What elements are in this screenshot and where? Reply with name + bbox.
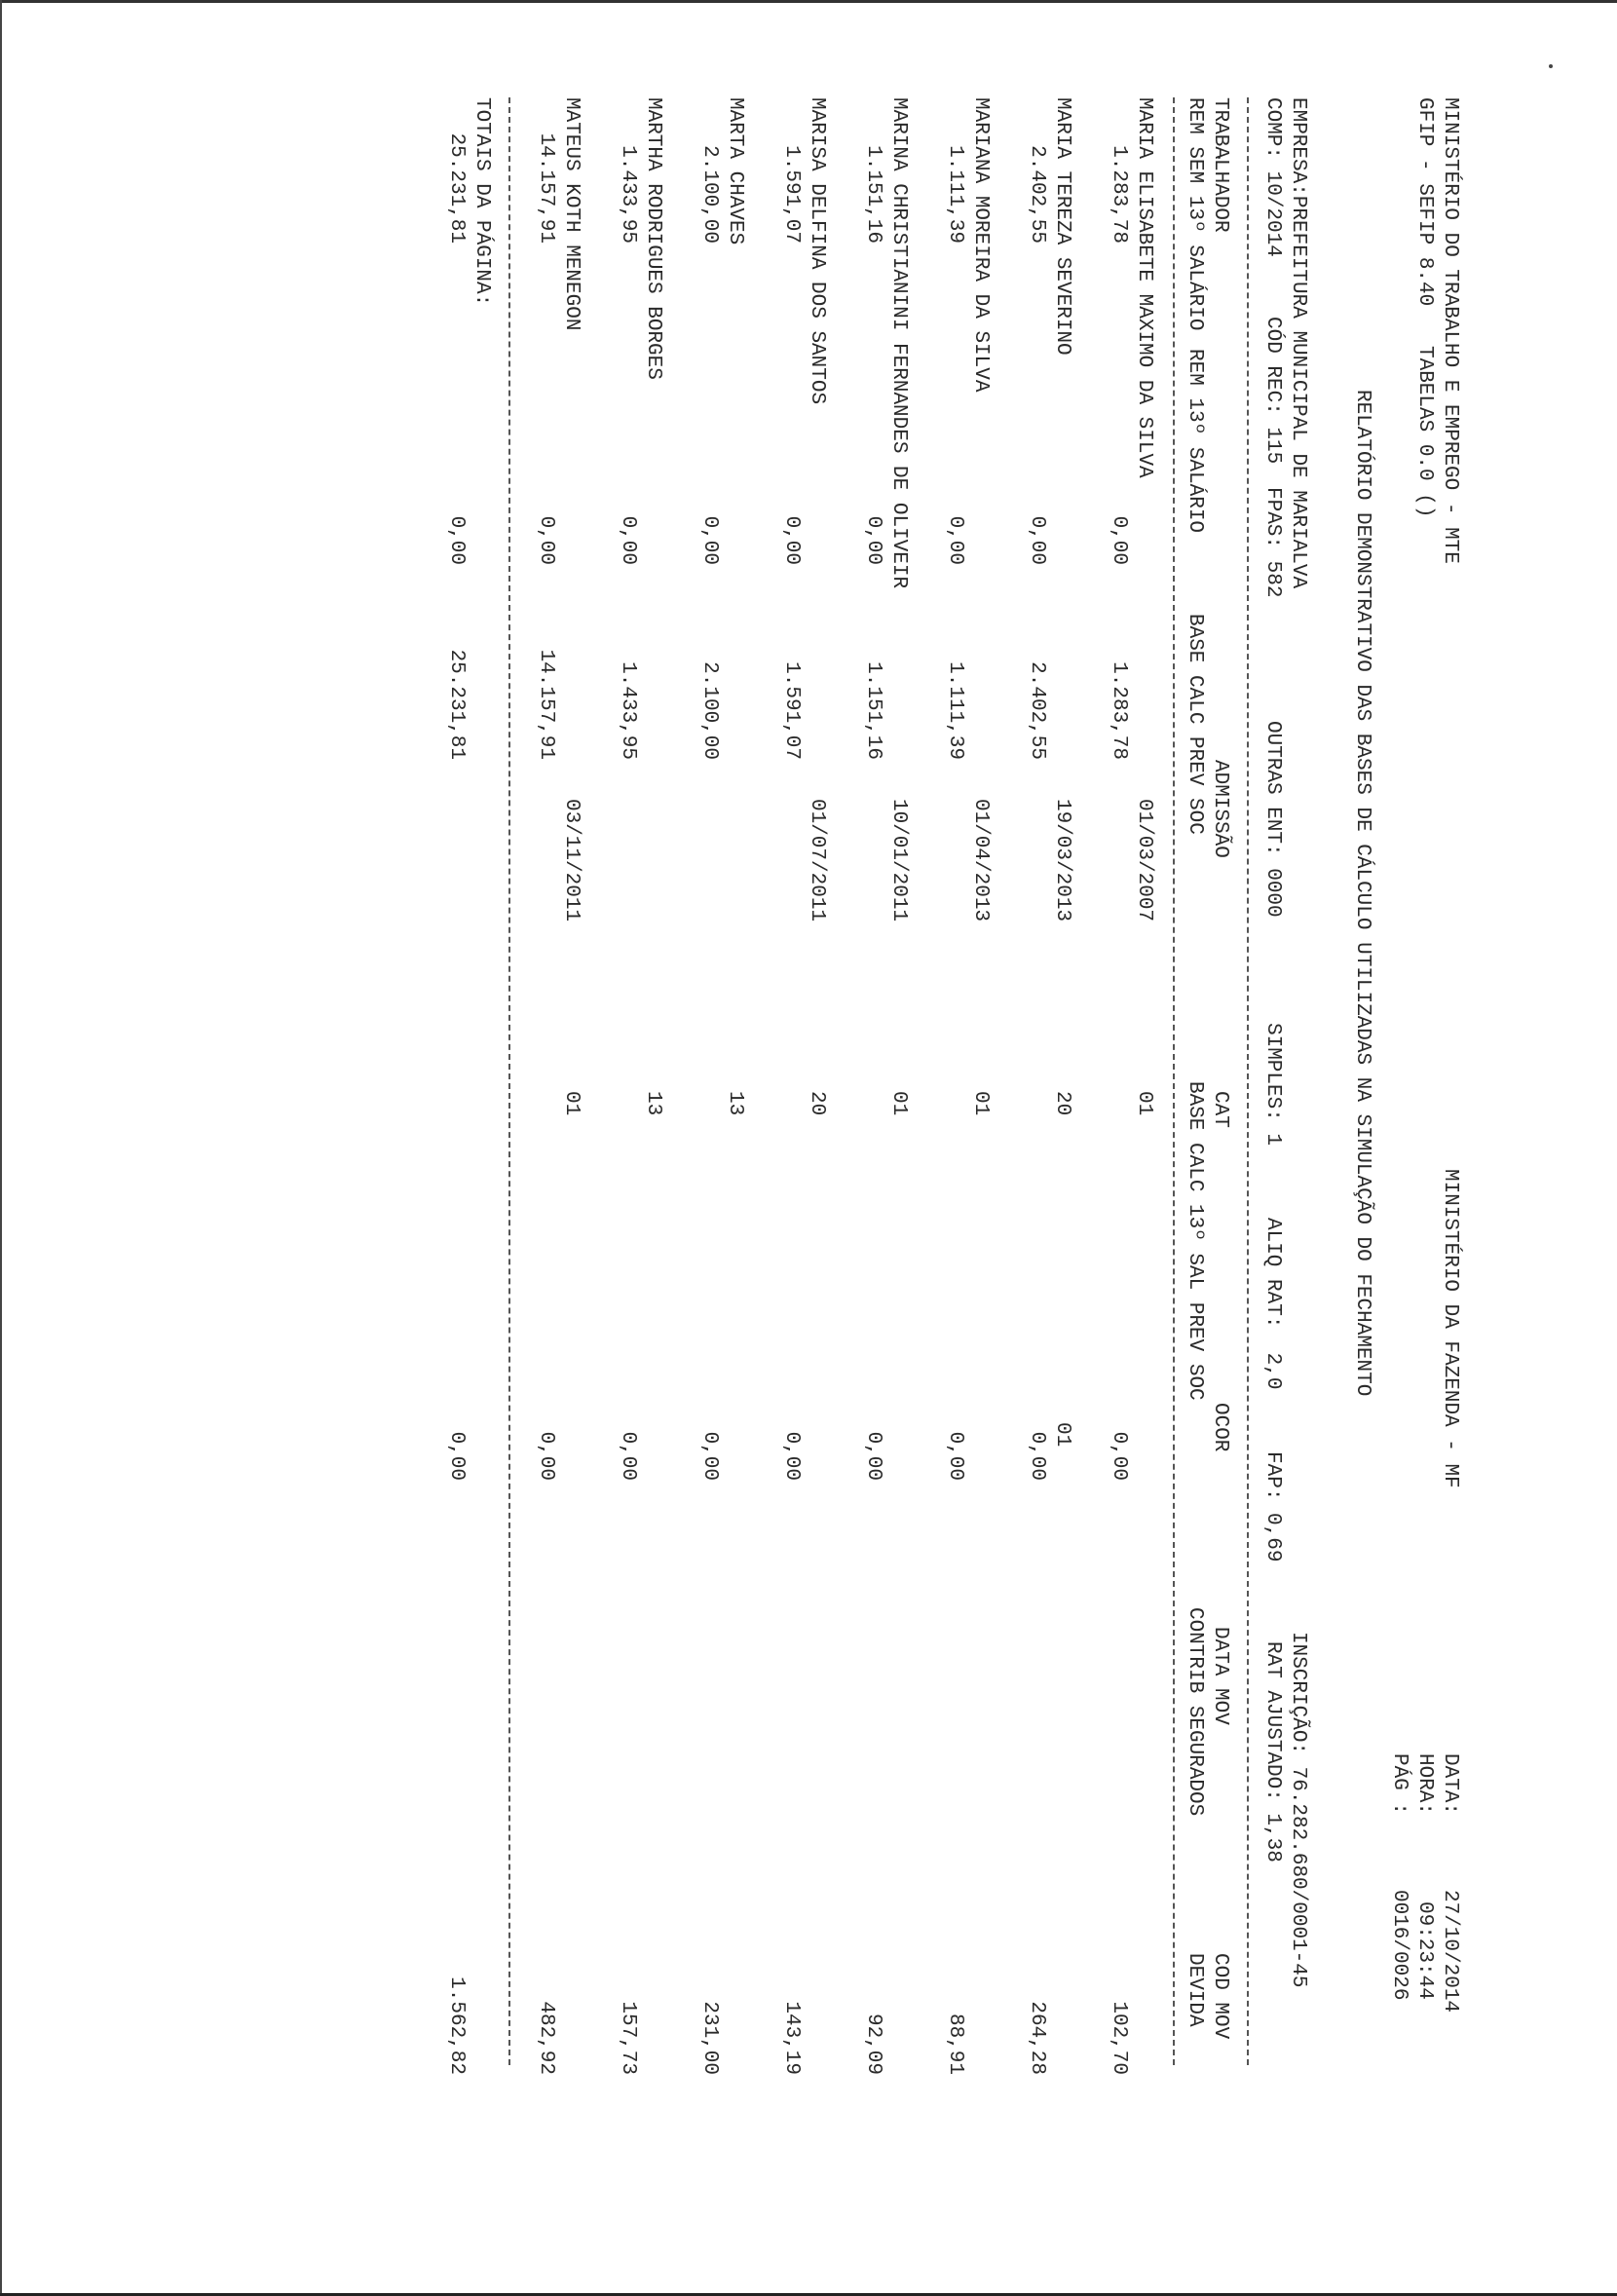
- worker-name: MARIA TEREZA SEVERINO: [1051, 97, 1073, 356]
- header-time-label: HORA:: [1413, 1753, 1436, 1816]
- totals-base-prev: 25.231,81: [445, 649, 468, 760]
- worker-cat: 20: [806, 1091, 828, 1116]
- worker-name: MARTA CHAVES: [724, 97, 746, 245]
- worker-rem-sem-13: 1.433,95: [617, 145, 639, 244]
- report-title: RELATÓRIO DEMONSTRATIVO DAS BASES DE CÁLCULO UTILIZADAS NA SIMULAÇÃO DO FECHAMENTO: [1351, 390, 1373, 1397]
- worker-name: MARIA ELISABETE MAXIMO DA SILVA: [1133, 97, 1155, 478]
- divider-line: [508, 97, 510, 2065]
- col-rem-sem-13: REM SEM 13º SALÁRIO: [1184, 97, 1206, 331]
- header-tables: TABELAS 0.0 (): [1413, 346, 1436, 518]
- company-aliq-rat: ALIQ RAT: 2,0: [1261, 1218, 1284, 1390]
- divider-line: [1173, 97, 1175, 2065]
- header-date-value: 27/10/2014: [1439, 1890, 1461, 2014]
- worker-base-13: 0,00: [698, 1431, 721, 1481]
- report-sheet: [273, 97, 1481, 2124]
- company-fpas: FPAS: 582: [1261, 487, 1284, 598]
- worker-rem-13: 0,00: [617, 515, 639, 565]
- worker-rem-13: 0,00: [535, 515, 557, 565]
- worker-base-prev: 1.111,39: [944, 661, 966, 760]
- header-date-label: DATA:: [1439, 1753, 1461, 1816]
- header-page-label: PÁG :: [1388, 1753, 1410, 1816]
- worker-cat: 01: [560, 1091, 583, 1116]
- worker-admissao: 03/11/2011: [560, 799, 583, 922]
- worker-admissao: 10/01/2011: [887, 799, 910, 922]
- worker-rem-sem-13: 1.151,16: [862, 145, 884, 244]
- worker-rem-13: 0,00: [944, 515, 966, 565]
- worker-contrib: 264,28: [1026, 2001, 1048, 2075]
- worker-rem-sem-13: 2.100,00: [698, 145, 721, 244]
- company-simples: SIMPLES: 1: [1261, 1023, 1284, 1147]
- worker-rem-13: 0,00: [780, 515, 803, 565]
- totals-base-13: 0,00: [445, 1431, 468, 1481]
- worker-name: MARINA CHRISTIANINI FERNANDES DE OLIVEIR: [887, 97, 910, 589]
- header-ministry-labor: MINISTÉRIO DO TRABALHO E EMPREGO - MTE: [1439, 97, 1461, 564]
- worker-rem-sem-13: 1.591,07: [780, 145, 803, 244]
- scan-speck: [1549, 64, 1553, 68]
- col-ocor: OCOR: [1209, 1403, 1231, 1452]
- worker-rem-sem-13: 1.111,39: [944, 145, 966, 244]
- worker-contrib: 157,73: [617, 2001, 639, 2075]
- worker-admissao: 01/07/2011: [806, 799, 828, 922]
- col-admissao: ADMISSÃO: [1209, 760, 1231, 858]
- header-ministry-finance: MINISTÉRIO DA FAZENDA - MF: [1439, 1169, 1461, 1488]
- worker-contrib: 231,00: [698, 2001, 721, 2075]
- worker-base-13: 0,00: [862, 1431, 884, 1481]
- company-comp: COMP: 10/2014: [1261, 97, 1284, 257]
- worker-rem-sem-13: 2.402,55: [1026, 145, 1048, 244]
- worker-cat: 13: [642, 1091, 664, 1116]
- worker-base-13: 0,00: [1108, 1431, 1130, 1481]
- worker-base-prev: 14.157,91: [535, 649, 557, 760]
- totals-label: TOTAIS DA PÁGINA:: [470, 97, 493, 307]
- worker-admissao: 01/03/2007: [1133, 799, 1155, 922]
- col-cat: CAT: [1209, 1091, 1231, 1128]
- worker-cat: 01: [887, 1091, 910, 1116]
- company-fap: FAP: 0,69: [1261, 1451, 1284, 1562]
- company-name: EMPRESA:PREFEITURA MUNICIPAL DE MARIALVA: [1287, 97, 1309, 589]
- company-rat-ajustado: RAT AJUSTADO: 1,38: [1261, 1641, 1284, 1863]
- worker-base-13: 0,00: [1026, 1431, 1048, 1481]
- worker-contrib: 92,09: [862, 2013, 884, 2075]
- totals-rem-sem-13: 25.231,81: [445, 132, 468, 244]
- company-outras-ent: OUTRAS ENT: 0000: [1261, 721, 1284, 918]
- worker-cat: 13: [724, 1091, 746, 1116]
- worker-contrib: 482,92: [535, 2001, 557, 2075]
- company-inscricao: INSCRIÇÃO: 76.282.680/0001-45: [1287, 1632, 1309, 1988]
- worker-base-13: 0,00: [944, 1431, 966, 1481]
- header-time-value: 09:23:44: [1413, 1901, 1436, 2000]
- worker-cat: 20: [1051, 1091, 1073, 1116]
- totals-contrib: 1.562,82: [445, 1976, 468, 2075]
- worker-cat: 01: [969, 1091, 992, 1116]
- worker-base-prev: 2.402,55: [1026, 661, 1048, 760]
- worker-ocor: 01: [1051, 1422, 1073, 1448]
- col-rem-13: REM 13º SALÁRIO: [1184, 349, 1206, 534]
- header-page-value: 0016/0026: [1388, 1890, 1410, 2001]
- worker-base-13: 0,00: [535, 1431, 557, 1481]
- worker-admissao: 19/03/2013: [1051, 799, 1073, 922]
- worker-rem-sem-13: 1.283,78: [1108, 145, 1130, 244]
- worker-rem-13: 0,00: [1108, 515, 1130, 565]
- worker-name: MARIANA MOREIRA DA SILVA: [969, 97, 992, 393]
- worker-name: MARTHA RODRIGUES BORGES: [642, 97, 664, 380]
- col-data-mov: DATA MOV: [1209, 1627, 1231, 1725]
- worker-contrib: 88,91: [944, 2013, 966, 2075]
- col-cod-mov: COD MOV: [1209, 1953, 1231, 2040]
- col-base-calc-13: BASE CALC 13º SAL PREV SOC: [1184, 1081, 1206, 1401]
- worker-base-13: 0,00: [780, 1431, 803, 1481]
- scan-border-left: [0, 0, 2, 2296]
- company-cod-rec: CÓD REC: 115: [1261, 317, 1284, 465]
- totals-rem-13: 0,00: [445, 515, 468, 565]
- worker-rem-13: 0,00: [862, 515, 884, 565]
- worker-base-prev: 1.591,07: [780, 661, 803, 760]
- worker-base-prev: 1.433,95: [617, 661, 639, 760]
- header-system: GFIP - SEFIP 8.40: [1413, 97, 1436, 307]
- col-devida: DEVIDA: [1184, 1953, 1206, 2027]
- worker-name: MARISA DELFINA DOS SANTOS: [806, 97, 828, 405]
- col-trabalhador: TRABALHADOR: [1209, 97, 1231, 233]
- worker-rem-13: 0,00: [698, 515, 721, 565]
- worker-base-prev: 1.151,16: [862, 661, 884, 760]
- worker-rem-sem-13: 14.157,91: [535, 132, 557, 244]
- worker-contrib: 143,19: [780, 2001, 803, 2075]
- worker-base-prev: 1.283,78: [1108, 661, 1130, 760]
- divider-line: [1247, 97, 1249, 2065]
- scan-border-top: [0, 0, 1617, 3]
- worker-base-prev: 2.100,00: [698, 661, 721, 760]
- worker-rem-13: 0,00: [1026, 515, 1048, 565]
- col-base-calc-prev: BASE CALC PREV SOC: [1184, 614, 1206, 835]
- worker-cat: 01: [1133, 1091, 1155, 1116]
- worker-admissao: 01/04/2013: [969, 799, 992, 922]
- worker-name: MATEUS KOTH MENEGON: [560, 97, 583, 331]
- worker-base-13: 0,00: [617, 1431, 639, 1481]
- col-contrib-segurados: CONTRIB SEGURADOS: [1184, 1607, 1206, 1817]
- worker-contrib: 102,70: [1108, 2001, 1130, 2075]
